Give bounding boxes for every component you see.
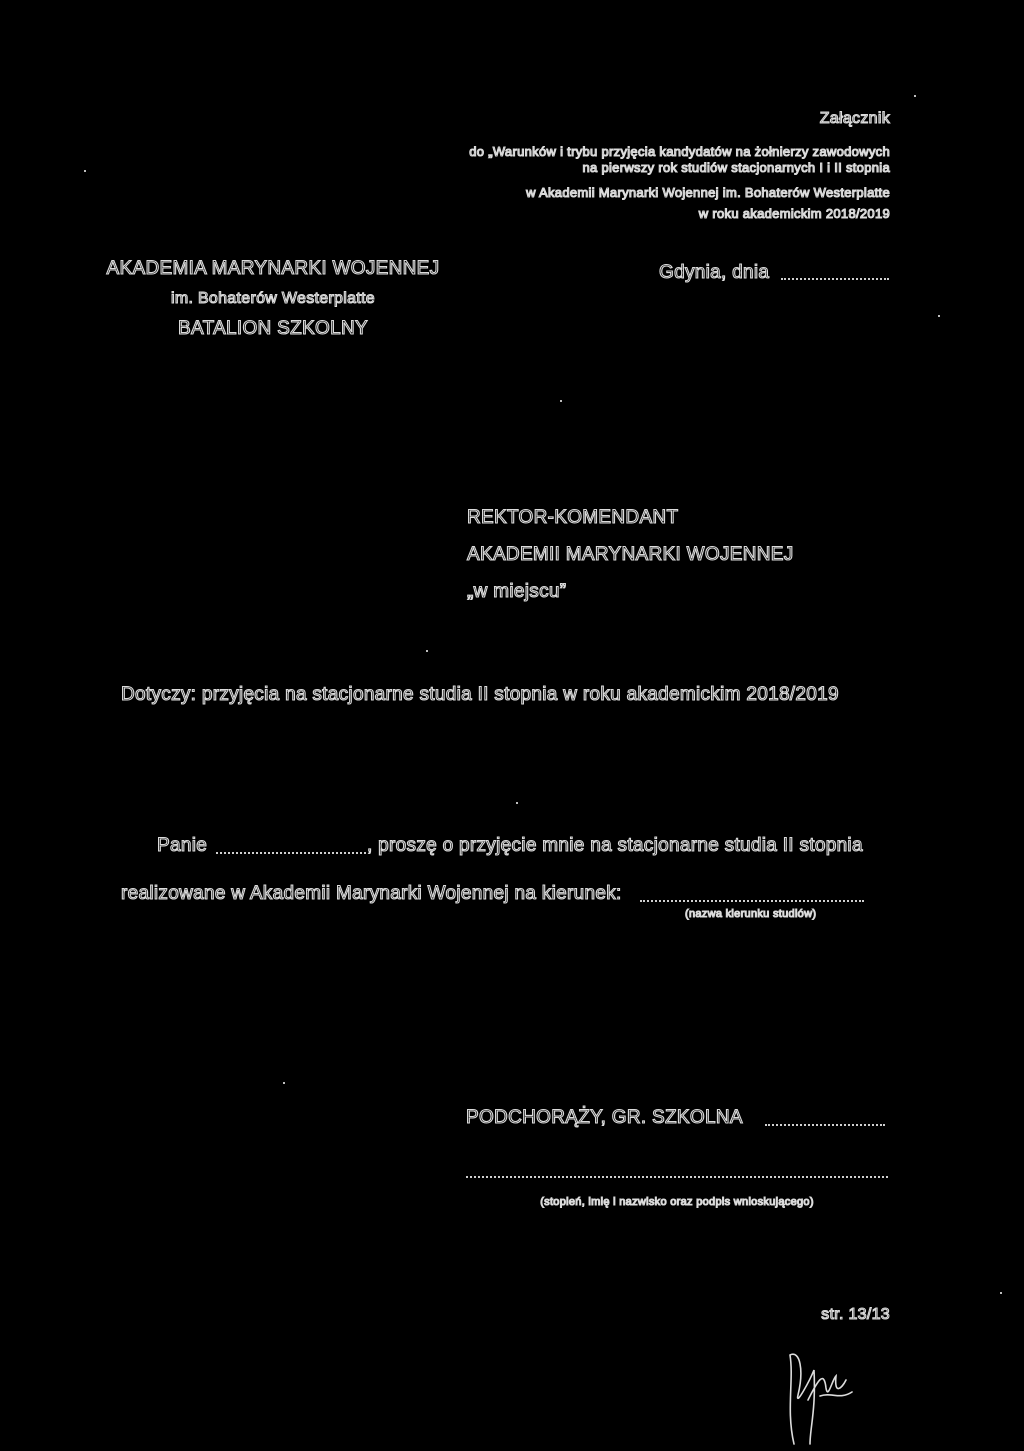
page-number: str. 13/13 (821, 1306, 890, 1323)
scan-speck (426, 650, 428, 652)
sender-block (88, 258, 458, 340)
annex-line-2: na pierwszy rok studiów stacjonarnych I i II stopnia (582, 160, 890, 175)
study-field-input[interactable] (640, 900, 864, 902)
group-field[interactable] (765, 1124, 885, 1126)
place-date (659, 262, 769, 284)
sender-unit: BATALION SZKOLNY (178, 318, 368, 339)
study-field-caption: (nazwa kierunku studiów) (685, 908, 817, 920)
annex-title: Załącznik (819, 110, 890, 127)
body-line-1: , proszę o przyjęcie mnie na stacjonarne studia II stopnia (367, 835, 863, 856)
annex-line-1: do „Warunków i trybu przyjęcia kandydatów na żołnierzy zawodowych (469, 144, 890, 159)
annex-line-4: w roku akademickim 2018/2019 (698, 206, 890, 221)
scan-speck (1000, 1292, 1002, 1294)
signature-label: PODCHORĄŻY, GR. SZKOLNA (466, 1107, 743, 1128)
body-line-2: realizowane w Akademii Marynarki Wojennej na kierunek: (121, 883, 622, 904)
place-date-label: Gdynia, dnia (659, 262, 770, 283)
addressee-line-1: REKTOR-KOMENDANT (467, 507, 679, 528)
annex-line-3: w Akademii Marynarki Wojennej im. Bohaterów Westerplatte (526, 185, 890, 200)
scan-speck (516, 802, 518, 804)
scan-speck (560, 400, 562, 402)
addressee-line-3: „w miejscu” (467, 581, 567, 602)
signature-field[interactable] (466, 1176, 888, 1178)
scan-speck (914, 95, 916, 97)
sender-patron: im. Bohaterów Westerplatte (170, 290, 376, 307)
scan-speck (84, 170, 86, 172)
salutation: Panie (157, 835, 208, 856)
handwritten-signature (780, 1340, 860, 1450)
date-field[interactable] (781, 278, 889, 280)
addressee-line-2: AKADEMII MARYNARKI WOJENNEJ (467, 544, 794, 565)
scan-speck (283, 1082, 285, 1084)
addressee-name-field[interactable] (216, 852, 366, 854)
scan-speck (938, 315, 940, 317)
signature-caption: (stopień, imię i nazwisko oraz podpis wnioskującego) (540, 1196, 814, 1208)
sender-name: AKADEMIA MARYNARKI WOJENNEJ (106, 258, 440, 279)
subject-line: Dotyczy: przyjęcia na stacjonarne studia II stopnia w roku akademickim 2018/2019 (121, 684, 839, 705)
